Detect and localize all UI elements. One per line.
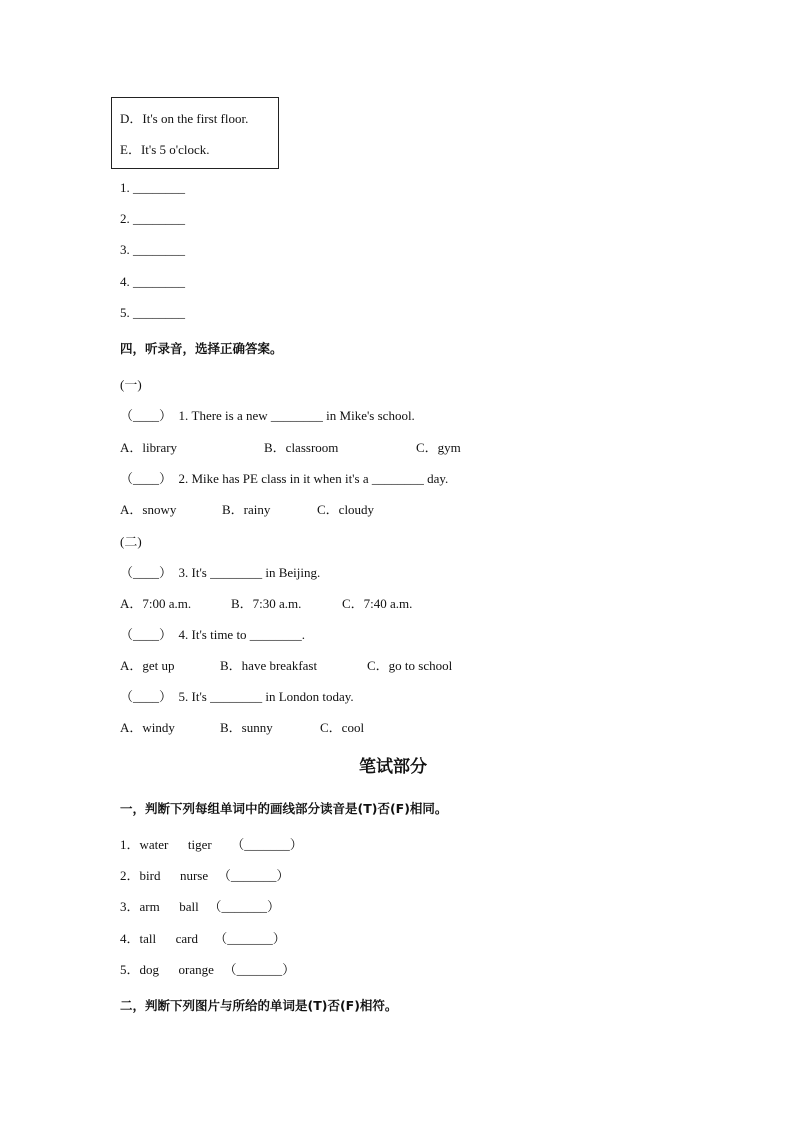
question-3: （____） 3. It's ________ in Beijing. [120,565,321,580]
question-2: （____） 2. Mike has PE class in it when it's a ________ day. [120,471,449,486]
options-box [111,97,279,169]
q2-option-b[interactable]: B．rainy [222,502,271,517]
word-pair-5[interactable]: 5．dog orange （_______） [120,962,296,977]
answer-line-1[interactable]: 1. ________ [120,180,185,195]
answer-line-5[interactable]: 5. ________ [120,305,185,320]
q2-option-a[interactable]: A．snowy [120,502,177,517]
question-5: （____） 5. It's ________ in London today. [120,689,354,704]
word-pair-3[interactable]: 3．arm ball （_______） [120,899,280,914]
q1-option-a[interactable]: A．library [120,440,178,455]
part2-label: (二) [120,534,142,549]
word-pair-1[interactable]: 1．water tiger （_______） [120,837,303,852]
question-1: （____） 1. There is a new ________ in Mike's school. [120,408,415,423]
q3-option-c[interactable]: C．7:40 a.m. [342,596,413,611]
q5-option-c[interactable]: C．cool [320,720,365,735]
q4-option-b[interactable]: B．have breakfast [220,658,318,673]
answer-line-2[interactable]: 2. ________ [120,211,185,226]
q1-option-b[interactable]: B．classroom [264,440,339,455]
q1-option-c[interactable]: C．gym [416,440,461,455]
written-heading-1: 一，判断下列每组单词中的画线部分读音是(T)否(F)相同。 [120,801,448,816]
written-heading-2: 二，判断下列图片与所给的单词是(T)否(F)相符。 [120,998,398,1013]
written-section-title: 笔试部分 [359,757,427,777]
q4-option-a[interactable]: A．get up [120,658,175,673]
option-e: E．It's 5 o'clock. [120,142,210,157]
q3-option-b[interactable]: B．7:30 a.m. [231,596,302,611]
part1-label: (一) [120,377,142,392]
option-d: D．It's on the first floor. [120,111,249,126]
section4-heading: 四，听录音，选择正确答案。 [120,341,283,356]
q3-option-a[interactable]: A．7:00 a.m. [120,596,192,611]
question-4: （____） 4. It's time to ________. [120,627,306,642]
word-pair-4[interactable]: 4．tall card （_______） [120,931,286,946]
q5-option-b[interactable]: B．sunny [220,720,273,735]
answer-line-3[interactable]: 3. ________ [120,242,185,257]
q5-option-a[interactable]: A．windy [120,720,175,735]
answer-line-4[interactable]: 4. ________ [120,274,185,289]
word-pair-2[interactable]: 2．bird nurse （_______） [120,868,290,883]
q4-option-c[interactable]: C．go to school [367,658,453,673]
q2-option-c[interactable]: C．cloudy [317,502,375,517]
